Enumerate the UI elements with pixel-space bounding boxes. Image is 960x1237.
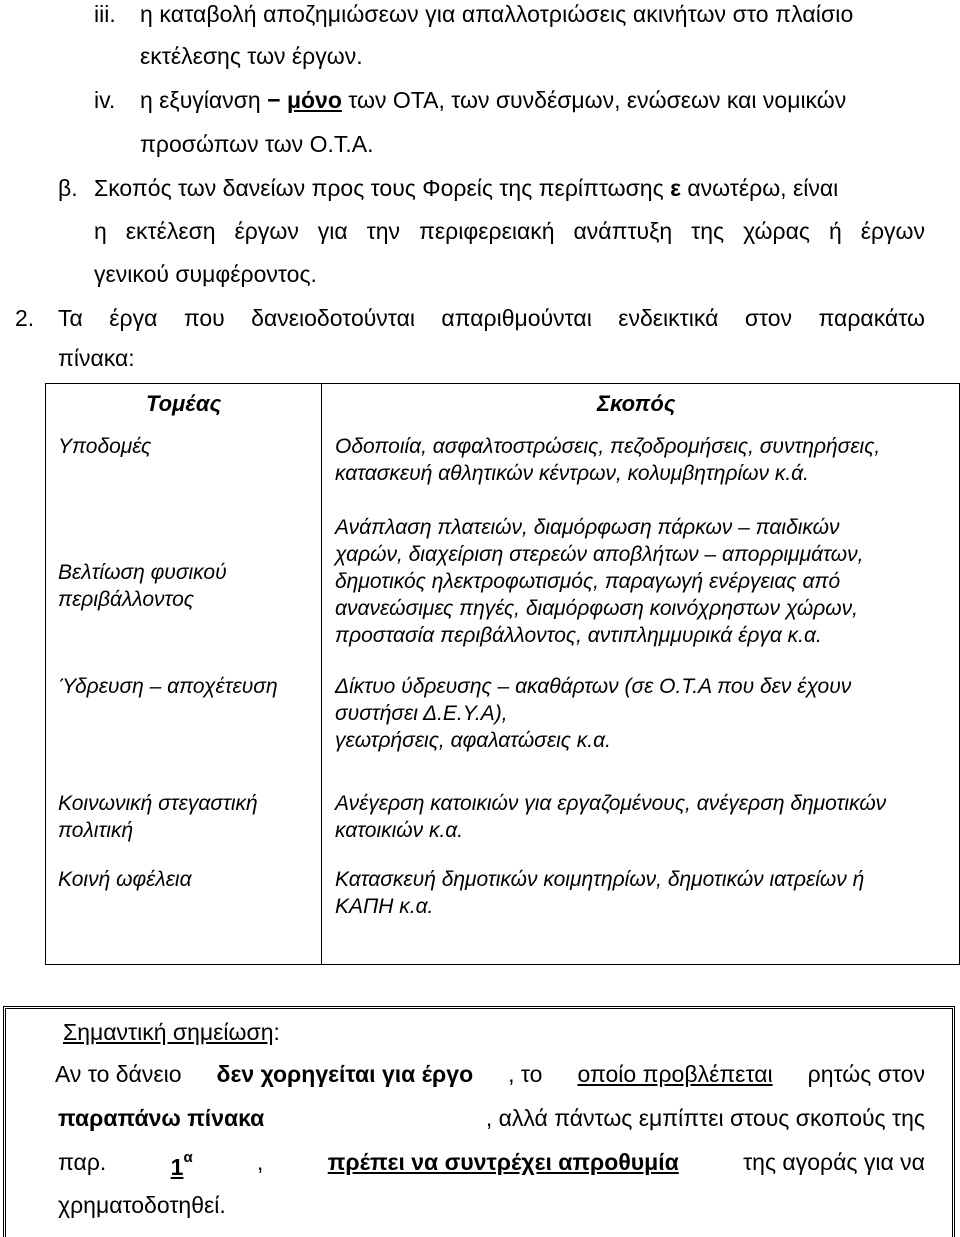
item-iii-marker: iii.: [94, 1, 116, 27]
sector-line: Υποδομές: [58, 435, 152, 458]
item-beta-pre: Σκοπός των δανείων προς τους Φορείς της περίπτωσης: [94, 175, 671, 201]
important-note-box: [3, 1006, 955, 1237]
note-l3-sup: α: [183, 1149, 193, 1166]
sector-line: πολιτική: [58, 819, 134, 842]
note-l3-ref: [171, 1148, 193, 1181]
table-row-infrastructure-purpose: [335, 433, 880, 487]
note-line-2: [58, 1104, 925, 1132]
note-l3-comma: ,: [257, 1149, 264, 1175]
word: στον: [744, 305, 793, 331]
item-beta-bold: ε: [670, 175, 681, 201]
note-l1-b: δεν χορηγείται για έργο: [216, 1061, 474, 1087]
table-header-sector: Τομέας: [146, 391, 222, 416]
table-column-divider: [321, 384, 322, 964]
word: της: [691, 218, 725, 244]
note-l1-a: Αν το δάνειο: [55, 1061, 182, 1087]
word: δανειοδοτούνται: [251, 305, 415, 331]
note-l1-c: , το: [508, 1061, 543, 1087]
note-title-colon: :: [273, 1019, 280, 1045]
word: απαριθμούνται: [441, 305, 592, 331]
item-iv-bold-word: μόνο: [286, 87, 342, 113]
sector-line: Βελτίωση φυσικού: [58, 561, 227, 584]
purpose-line: ανανεώσιμες πηγές, διαμόρφωση κοινόχρηστων χώρων,: [335, 597, 858, 620]
table-row-public-benefit-purpose: [335, 866, 864, 920]
word: ενδεικτικά: [618, 305, 719, 331]
item-2-line2: πίνακα:: [58, 345, 135, 371]
table-row-social-housing-sector: [58, 790, 258, 844]
purpose-line: κατοικιών κ.α.: [335, 819, 464, 842]
word: η: [94, 218, 107, 244]
sector-line: Κοινωνική στεγαστική: [58, 792, 258, 815]
item-2-marker: 2.: [15, 305, 35, 331]
word: έργων: [234, 218, 299, 244]
note-l3-b: πρέπει να συντρέχει απροθυμία: [327, 1149, 679, 1175]
purpose-line: Οδοποιία, ασφαλτοστρώσεις, πεζοδρομήσεις, συντηρήσεις,: [335, 435, 881, 458]
purpose-line: ΚΑΠΗ κ.α.: [335, 895, 434, 918]
item-iv-line2: προσώπων των Ο.Τ.Α.: [140, 131, 374, 157]
table-header-purpose: Σκοπός: [597, 391, 676, 416]
word: έργων: [860, 218, 925, 244]
table-row-water-sewage-purpose: [335, 673, 851, 754]
note-line-4: χρηματοδοτηθεί.: [58, 1192, 226, 1218]
item-iii-line2: εκτέλεσης των έργων.: [140, 43, 363, 69]
note-l3-a: παρ.: [58, 1149, 107, 1175]
note-l2-b: , αλλά πάντως εμπίπτει στους σκοπούς της: [485, 1105, 925, 1131]
purpose-line: Ανάπλαση πλατειών, διαμόρφωση πάρκων – παιδικών: [335, 516, 840, 539]
item-beta-marker: β.: [58, 175, 78, 201]
projects-table: [45, 383, 960, 965]
word: την: [366, 218, 401, 244]
purpose-line: Κατασκευή δημοτικών κοιμητηρίων, δημοτικών ιατρείων ή: [335, 868, 865, 891]
word: ανάπτυξη: [573, 218, 673, 244]
word: για: [317, 218, 348, 244]
note-l1-e: ρητώς στον: [807, 1061, 925, 1087]
table-row-social-housing-purpose: [335, 790, 886, 844]
purpose-line: προστασία περιβάλλοντος, αντιπλημμυρικά έργα κ.α.: [335, 624, 822, 647]
note-l3-c: της αγοράς για να: [743, 1149, 925, 1175]
word: έργα: [109, 305, 158, 331]
purpose-line: Ανέγερση κατοικιών για εργαζομένους, ανέγερση δημοτικών: [335, 792, 887, 815]
purpose-line: συστήσει Δ.Ε.Υ.Α),: [335, 702, 508, 725]
sector-line: Ύδρευση – αποχέτευση: [58, 675, 278, 698]
item-beta-line1: [94, 174, 838, 202]
item-iii-line1: η καταβολή αποζημιώσεων για απαλλοτριώσεις ακινήτων στο πλαίσιο: [140, 1, 854, 27]
item-beta-line3: γενικού συμφέροντος.: [94, 261, 317, 287]
item-beta-post: ανωτέρω, είναι: [680, 175, 839, 201]
word: χώρας: [743, 218, 810, 244]
word: περιφερειακή: [419, 218, 555, 244]
word: Τα: [58, 305, 83, 331]
table-row-environment-purpose: [335, 514, 863, 649]
sector-line: περιβάλλοντος: [58, 588, 194, 611]
purpose-line: κατασκευή αθλητικών κέντρων, κολυμβητηρίων κ.ά.: [335, 462, 809, 485]
table-row-environment-sector: [58, 559, 227, 613]
note-title: [63, 1018, 280, 1046]
table-row-public-benefit-sector: [58, 866, 192, 893]
word: εκτέλεση: [125, 218, 216, 244]
purpose-line: δημοτικός ηλεκτροφωτισμός, παραγωγή ενέργειας από: [335, 570, 841, 593]
word: παρακάτω: [818, 305, 925, 331]
note-line-3: [58, 1148, 925, 1181]
purpose-line: γεωτρήσεις, αφαλατώσεις κ.α.: [335, 729, 611, 752]
note-l1-d: οποίο προβλέπεται: [577, 1061, 773, 1087]
note-title-text: Σημαντική σημείωση: [63, 1019, 274, 1045]
sector-line: Κοινή ωφέλεια: [58, 868, 192, 891]
item-iv-post: των ΟΤΑ, των συνδέσμων, ενώσεων και νομικών: [341, 87, 847, 113]
item-iv-marker: iv.: [94, 87, 116, 113]
word: που: [183, 305, 225, 331]
note-l3-num: 1: [170, 1153, 184, 1180]
item-iv-dash: −: [267, 87, 281, 113]
item-beta-line2: [94, 217, 925, 245]
item-2-line1: [58, 304, 925, 332]
word: ή: [828, 218, 842, 244]
table-row-water-sewage-sector: [58, 673, 278, 700]
item-iv-line1: [140, 86, 846, 114]
note-l2-a: παραπάνω πίνακα: [58, 1105, 265, 1131]
note-line-1: [55, 1060, 925, 1088]
table-row-infrastructure-sector: [58, 433, 151, 460]
item-iv-pre: η εξυγίανση: [140, 87, 268, 113]
purpose-line: Δίκτυο ύδρευσης – ακαθάρτων (σε Ο.Τ.Α που δεν έχουν: [335, 675, 852, 698]
purpose-line: χαρών, διαχείριση στερεών αποβλήτων – απορριμμάτων,: [335, 543, 864, 566]
